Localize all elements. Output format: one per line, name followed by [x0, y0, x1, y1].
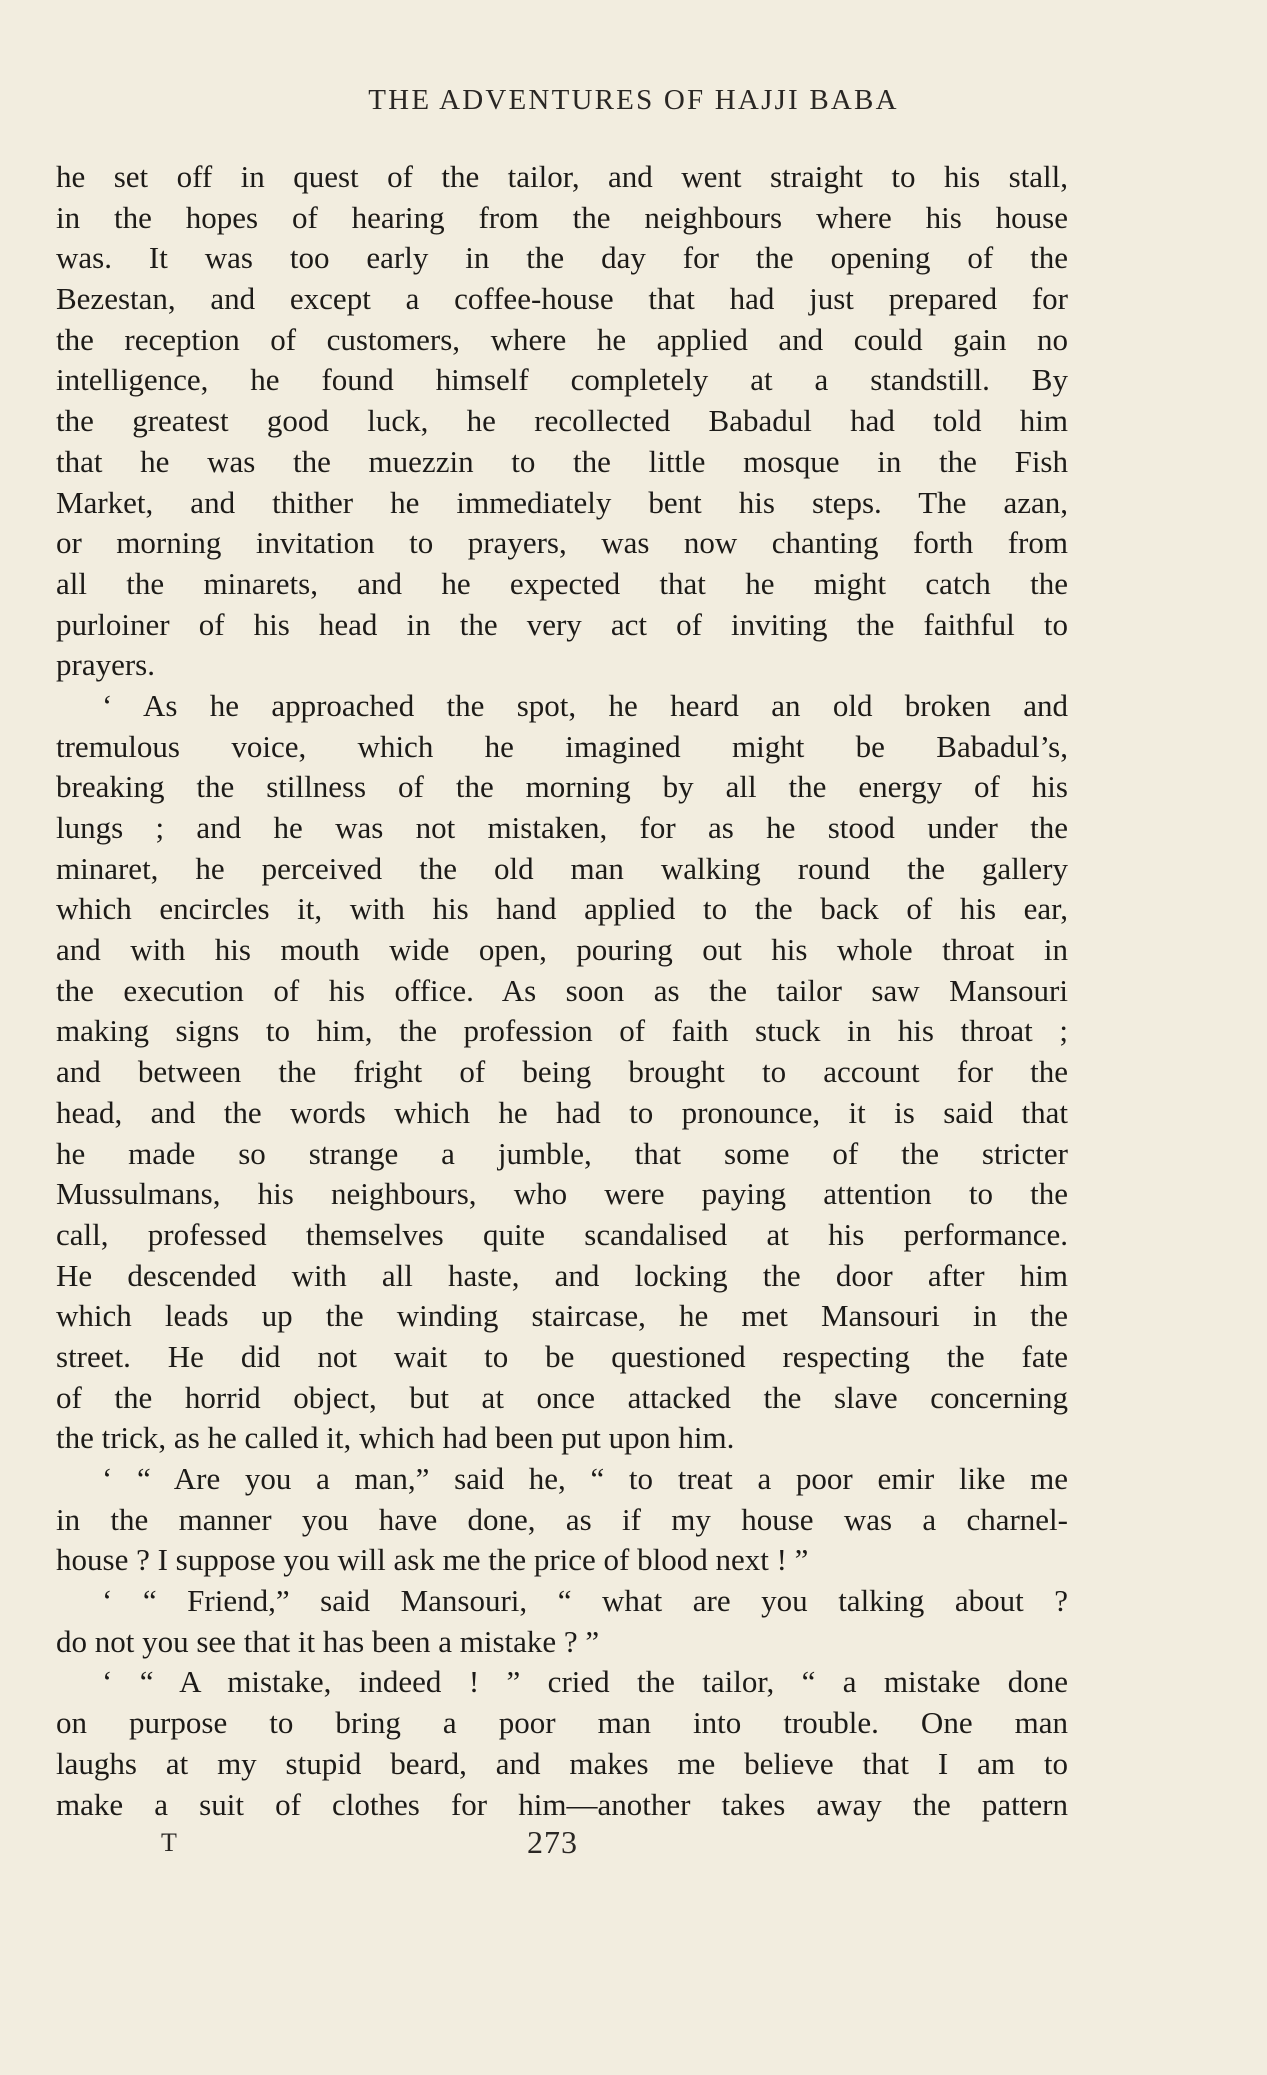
- text-line: lungs ; and he was not mistaken, for as he stood under the: [56, 810, 1068, 845]
- text-line: on purpose to bring a poor man into trouble. One man: [56, 1705, 1068, 1741]
- text-line: that he was the muezzin to the little mosque in the Fish: [56, 443, 1068, 479]
- text-line: ‘ “ Are you a man,” said he, “ to treat a poor emir like me: [102, 1461, 1068, 1496]
- text-line: Market, and thither he immediately bent his steps. The azan,: [56, 484, 1068, 520]
- text-line: minaret, he perceived the old man walking round the gallery: [56, 850, 1068, 886]
- page-footer: [0, 1824, 1267, 1868]
- text-line: head, and the words which he had to pronounce, it is said that: [56, 1094, 1068, 1130]
- text-line: in the manner you have done, as if my house was a charnel-: [56, 1501, 1068, 1537]
- text-line: all the minarets, and he expected that he might catch the: [56, 565, 1068, 601]
- text-line: or morning invitation to prayers, was now chanting forth from: [56, 525, 1068, 561]
- text-line: in the hopes of hearing from the neighbours where his house: [56, 199, 1068, 235]
- text-line: ‘ As he approached the spot, he heard an old broken and: [102, 687, 1068, 723]
- text-line: call, professed themselves quite scandalised at his performance.: [56, 1216, 1068, 1252]
- text-line: the greatest good luck, he recollected Babadul had told him: [56, 403, 1068, 439]
- text-line: house ? I suppose you will ask me the price of blood next ! ”: [56, 1542, 809, 1578]
- text-line: which leads up the winding staircase, he met Mansouri in the: [56, 1298, 1068, 1334]
- text-line: the reception of customers, where he applied and could gain no: [56, 321, 1068, 357]
- text-line: of the horrid object, but at once attacked the slave concerning: [56, 1379, 1068, 1415]
- text-line: laughs at my stupid beard, and makes me believe that I am to: [56, 1745, 1068, 1781]
- text-line: he set off in quest of the tailor, and went straight to his stall,: [56, 159, 1068, 194]
- text-line: make a suit of clothes for him—another takes away the pattern: [56, 1786, 1068, 1822]
- text-line: and between the fright of being brought to account for the: [56, 1054, 1068, 1090]
- text-line: ‘ “ A mistake, indeed ! ” cried the tailor, “ a mistake done: [102, 1664, 1068, 1700]
- text-line: street. He did not wait to be questioned respecting the fate: [56, 1338, 1068, 1374]
- text-line: tremulous voice, which he imagined might be Babadul’s,: [56, 728, 1068, 764]
- text-line: making signs to him, the profession of faith stuck in his throat ;: [56, 1013, 1068, 1049]
- text-line: prayers.: [56, 647, 155, 683]
- text-line: he made so strange a jumble, that some of the stricter: [56, 1135, 1068, 1171]
- running-head: THE ADVENTURES OF HAJJI BABA: [368, 84, 899, 116]
- page-number: 273: [527, 1824, 578, 1860]
- text-line: do not you see that it has been a mistake ? ”: [56, 1623, 600, 1659]
- text-line: intelligence, he found himself completely at a standstill. By: [56, 362, 1068, 398]
- text-line: the trick, as he called it, which had been put upon him.: [56, 1420, 735, 1456]
- text-line: and with his mouth wide open, pouring out his whole throat in: [56, 932, 1068, 968]
- text-line: was. It was too early in the day for the opening of the: [56, 240, 1068, 276]
- text-line: breaking the stillness of the morning by all the energy of his: [56, 769, 1068, 805]
- text-line: the execution of his office. As soon as the tailor saw Mansouri: [56, 972, 1068, 1008]
- text-line: which encircles it, with his hand applied to the back of his ear,: [56, 891, 1068, 927]
- body-text: [56, 157, 1068, 1825]
- text-line: purloiner of his head in the very act of inviting the faithful to: [56, 606, 1068, 642]
- text-line: ‘ “ Friend,” said Mansouri, “ what are you talking about ?: [102, 1583, 1068, 1619]
- text-line: He descended with all haste, and locking the door after him: [56, 1257, 1068, 1293]
- text-line: Bezestan, and except a coffee-house that had just prepared for: [56, 281, 1068, 317]
- text-line: Mussulmans, his neighbours, who were paying attention to the: [56, 1176, 1068, 1212]
- signature-mark: T: [161, 1828, 177, 1857]
